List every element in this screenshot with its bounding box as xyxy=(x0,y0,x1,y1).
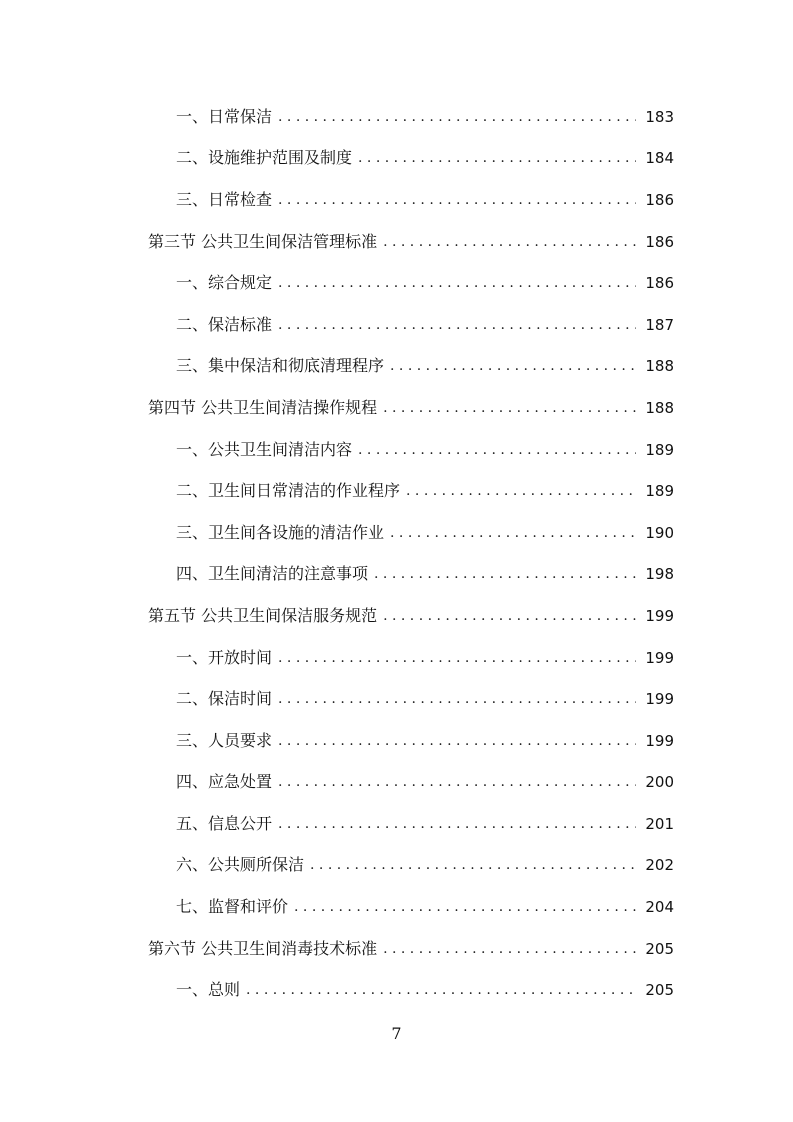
toc-entry-label: 二、保洁时间 xyxy=(176,689,273,709)
toc-entry-label: 四、卫生间清洁的注意事项 xyxy=(176,564,369,584)
toc-subsection-entry xyxy=(0,886,793,928)
toc-subsection-entry xyxy=(0,762,793,804)
toc-subsection-entry xyxy=(0,803,793,845)
toc-entry-label: 一、公共卫生间清洁内容 xyxy=(176,439,353,459)
toc-entry-page-number: 186 xyxy=(645,190,674,209)
dot-leader xyxy=(374,564,636,584)
toc-entry-label: 五、信息公开 xyxy=(176,813,273,833)
page-number: 7 xyxy=(391,1024,402,1043)
toc-subsection-entry xyxy=(0,304,793,346)
dot-leader xyxy=(278,190,636,210)
toc-entry-page-number: 186 xyxy=(645,232,674,251)
dot-leader xyxy=(278,731,636,751)
toc-section-entry xyxy=(0,595,793,637)
toc-entry-page-number: 201 xyxy=(645,814,674,833)
toc-entry-label: 六、公共厕所保洁 xyxy=(176,855,305,875)
dot-leader xyxy=(278,689,636,709)
toc-entry-page-number: 199 xyxy=(645,648,674,667)
dot-leader xyxy=(278,107,636,127)
toc-entry-page-number: 205 xyxy=(645,939,674,958)
toc-subsection-entry xyxy=(0,720,793,762)
dot-leader xyxy=(278,315,636,335)
toc-subsection-entry xyxy=(0,470,793,512)
toc-entry-page-number: 184 xyxy=(645,149,674,168)
dot-leader xyxy=(278,814,636,834)
toc-entry-label: 第六节 公共卫生间消毒技术标准 xyxy=(148,938,378,958)
toc-entry-label: 二、保洁标准 xyxy=(176,314,273,334)
toc-subsection-entry xyxy=(0,637,793,679)
toc-entry-page-number: 187 xyxy=(645,315,674,334)
toc-subsection-entry xyxy=(0,845,793,887)
toc-subsection-entry xyxy=(0,678,793,720)
toc-entry-page-number: 186 xyxy=(645,274,674,293)
dot-leader xyxy=(278,772,636,792)
toc-entry-label: 一、综合规定 xyxy=(176,273,273,293)
toc-entry-page-number: 200 xyxy=(645,773,674,792)
toc-subsection-entry xyxy=(0,512,793,554)
toc-subsection-entry xyxy=(0,346,793,388)
toc-entry-label: 三、日常检查 xyxy=(176,189,273,209)
dot-leader xyxy=(278,648,636,668)
dot-leader xyxy=(358,148,636,168)
toc-entry-page-number: 205 xyxy=(645,981,674,1000)
toc-entry-label: 三、集中保洁和彻底清理程序 xyxy=(176,356,385,376)
toc-entry-page-number: 199 xyxy=(645,731,674,750)
dot-leader xyxy=(390,356,636,376)
toc-entry-page-number: 190 xyxy=(645,523,674,542)
toc-entry-page-number: 199 xyxy=(645,690,674,709)
toc-entry-page-number: 204 xyxy=(645,898,674,917)
toc-entry-label: 第五节 公共卫生间保洁服务规范 xyxy=(148,605,378,625)
dot-leader xyxy=(383,606,636,626)
dot-leader xyxy=(383,939,636,959)
toc-subsection-entry xyxy=(0,138,793,180)
toc-entry-page-number: 198 xyxy=(645,565,674,584)
dot-leader xyxy=(294,897,636,917)
dot-leader xyxy=(390,523,636,543)
toc-entry-page-number: 183 xyxy=(645,107,674,126)
toc-entry-label: 一、开放时间 xyxy=(176,647,273,667)
dot-leader xyxy=(383,398,636,418)
toc-subsection-entry xyxy=(0,262,793,304)
dot-leader xyxy=(358,440,636,460)
dot-leader xyxy=(278,273,636,293)
toc-entry-label: 七、监督和评价 xyxy=(176,897,289,917)
toc-entry-label: 第三节 公共卫生间保洁管理标准 xyxy=(148,231,378,251)
toc-subsection-entry xyxy=(0,429,793,471)
toc-entry-label: 四、应急处置 xyxy=(176,772,273,792)
toc-entry-page-number: 188 xyxy=(645,357,674,376)
toc-subsection-entry xyxy=(0,179,793,221)
toc-entry-label: 三、卫生间各设施的清洁作业 xyxy=(176,522,385,542)
toc-section-entry xyxy=(0,387,793,429)
toc-entry-label: 二、设施维护范围及制度 xyxy=(176,148,353,168)
dot-leader xyxy=(383,232,636,252)
toc-subsection-entry xyxy=(0,969,793,1011)
toc-section-entry xyxy=(0,928,793,970)
table-of-contents xyxy=(0,96,793,1011)
toc-subsection-entry xyxy=(0,554,793,596)
dot-leader xyxy=(310,855,636,875)
toc-entry-page-number: 188 xyxy=(645,398,674,417)
toc-entry-label: 三、人员要求 xyxy=(176,730,273,750)
toc-entry-label: 第四节 公共卫生间清洁操作规程 xyxy=(148,397,378,417)
toc-entry-label: 二、卫生间日常清洁的作业程序 xyxy=(176,481,401,501)
toc-subsection-entry xyxy=(0,96,793,138)
dot-leader xyxy=(246,980,636,1000)
toc-entry-page-number: 202 xyxy=(645,856,674,875)
toc-entry-page-number: 199 xyxy=(645,606,674,625)
toc-entry-page-number: 189 xyxy=(645,440,674,459)
toc-entry-label: 一、总则 xyxy=(176,980,241,1000)
toc-entry-label: 一、日常保洁 xyxy=(176,106,273,126)
toc-section-entry xyxy=(0,221,793,263)
toc-entry-page-number: 189 xyxy=(645,482,674,501)
dot-leader xyxy=(406,481,636,501)
